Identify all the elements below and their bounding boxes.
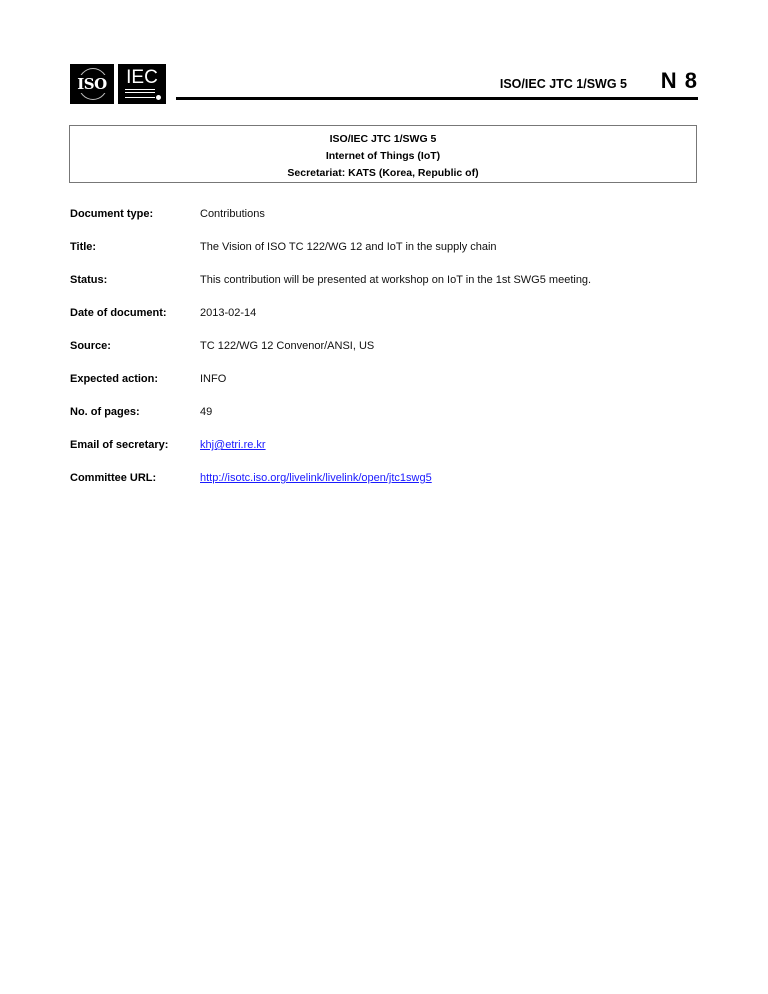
secretary-email-link[interactable]: khj@etri.re.kr [200,439,266,451]
field-date [70,307,591,340]
committee-reference: ISO/IEC JTC 1/SWG 5 [499,77,627,91]
committee-info-box [69,125,697,183]
field-label: Document type: [70,208,154,220]
field-value: Contributions [200,208,265,220]
field-label: Source: [70,340,111,352]
document-number: N 8 [660,68,698,93]
field-label: Status: [70,274,108,286]
iec-logo-icon: IEC [118,64,166,104]
field-label: Title: [70,241,97,253]
field-value: TC 122/WG 12 Convenor/ANSI, US [200,340,375,352]
iec-dot-icon [156,95,161,100]
field-value: 49 [200,406,213,418]
field-title [70,241,591,274]
field-page-count [70,406,591,439]
committee-url-link[interactable]: http://isotc.iso.org/livelink/livelink/open/jtc1swg5 [200,472,432,484]
iso-iec-logo [70,64,166,104]
field-source [70,340,591,373]
field-document-type [70,208,591,241]
field-label: Expected action: [70,373,159,385]
iec-bars-icon [125,89,155,98]
committee-name: ISO/IEC JTC 1/SWG 5 [329,133,437,145]
field-value: 2013-02-14 [200,307,257,319]
header-divider [176,97,698,100]
committee-subject: Internet of Things (IoT) [325,150,441,162]
field-label: Committee URL: [70,472,157,484]
iso-logo-icon: ISO [70,64,114,104]
field-value: This contribution will be presented at workshop on IoT in the 1st SWG5 meeting. [200,274,592,286]
field-secretary-email [70,439,591,472]
field-status [70,274,591,307]
committee-secretariat: Secretariat: KATS (Korea, Republic of) [287,167,479,179]
field-value: The Vision of ISO TC 122/WG 12 and IoT in the supply chain [200,241,497,253]
field-label: Date of document: [70,307,167,319]
document-metadata [70,208,591,505]
field-committee-url [70,472,591,505]
field-expected-action [70,373,591,406]
field-label: Email of secretary: [70,439,169,451]
field-label: No. of pages: [70,406,140,418]
field-value: INFO [200,373,227,385]
